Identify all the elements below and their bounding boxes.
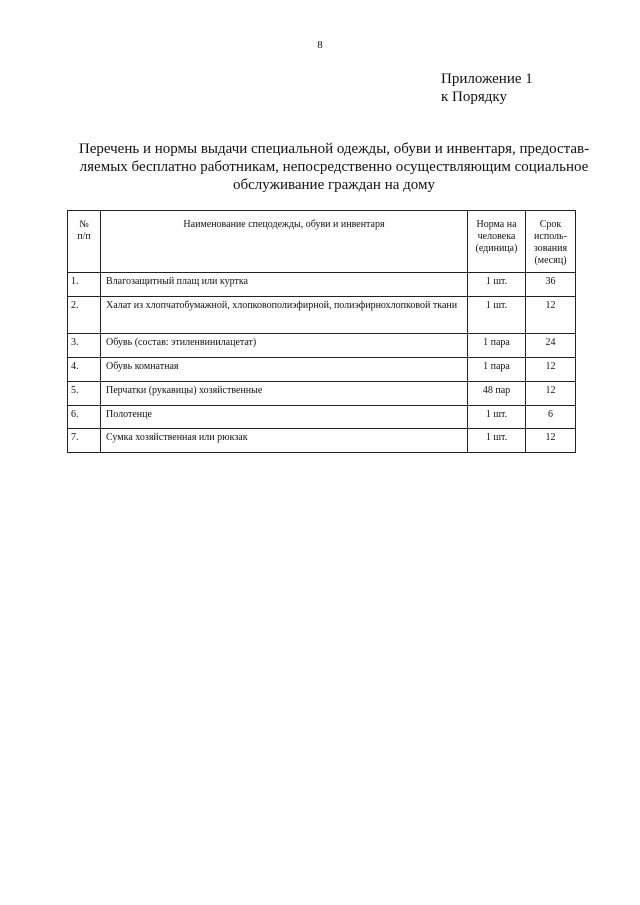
row-name: Полотенце xyxy=(101,406,468,429)
row-name: Влагозащитный плащ или куртка xyxy=(101,273,468,297)
row-norm: 1 пара xyxy=(468,358,526,382)
row-num: 5. xyxy=(68,382,101,406)
row-term: 6 xyxy=(526,406,576,429)
appendix-block xyxy=(441,70,533,106)
header-num-line: № xyxy=(79,219,89,230)
row-num: 3. xyxy=(68,334,101,358)
header-norm xyxy=(468,211,526,273)
title-line-1: Перечень и нормы выдачи специальной одежды, обуви и инвентаря, предостав- xyxy=(78,141,590,157)
table-row xyxy=(68,382,576,406)
table-row xyxy=(68,273,576,297)
row-name: Перчатки (рукавицы) хозяйственные xyxy=(101,382,468,406)
header-term xyxy=(526,211,576,273)
header-num xyxy=(68,211,101,273)
header-term-line: исполь- xyxy=(534,231,567,242)
row-term: 12 xyxy=(526,429,576,453)
row-term: 12 xyxy=(526,358,576,382)
table-row xyxy=(68,297,576,334)
row-name: Халат из хлопчатобумажной, хлопковополиэфирной, полиэфирнохлопковой ткани xyxy=(101,297,468,334)
header-norm-line: человека xyxy=(477,231,516,242)
page-number: 8 xyxy=(317,39,323,51)
header-term-line: зования xyxy=(533,243,568,254)
row-num: 6. xyxy=(68,406,101,429)
row-term: 12 xyxy=(526,382,576,406)
title-line-2: ляемых бесплатно работникам, непосредственно осуществляющим социальное xyxy=(79,159,589,175)
header-name: Наименование спецодежды, обуви и инвентаря xyxy=(101,211,468,273)
header-num-line: п/п xyxy=(77,231,91,242)
appendix-line-1: Приложение 1 xyxy=(441,71,533,87)
header-term-line: (месяц) xyxy=(534,255,567,266)
table-row xyxy=(68,358,576,382)
header-term-line: Срок xyxy=(539,219,562,230)
row-term: 24 xyxy=(526,334,576,358)
document-title xyxy=(66,140,602,194)
title-line-3: обслуживание граждан на дому xyxy=(233,177,435,193)
appendix-line-2: к Порядку xyxy=(441,89,507,105)
row-norm: 1 пара xyxy=(468,334,526,358)
row-term: 36 xyxy=(526,273,576,297)
table-row xyxy=(68,429,576,453)
header-norm-line: (единица) xyxy=(475,243,518,254)
table-header-row xyxy=(68,211,576,273)
row-num: 4. xyxy=(68,358,101,382)
row-norm: 1 шт. xyxy=(468,273,526,297)
row-num: 1. xyxy=(68,273,101,297)
row-norm: 1 шт. xyxy=(468,406,526,429)
row-norm: 1 шт. xyxy=(468,297,526,334)
row-term: 12 xyxy=(526,297,576,334)
row-name: Обувь комнатная xyxy=(101,358,468,382)
row-num: 2. xyxy=(68,297,101,334)
row-num: 7. xyxy=(68,429,101,453)
row-name: Обувь (состав: этиленвинилацетат) xyxy=(101,334,468,358)
header-norm-line: Норма на xyxy=(476,219,517,230)
norms-table xyxy=(67,210,576,453)
row-name: Сумка хозяйственная или рюкзак xyxy=(101,429,468,453)
row-norm: 48 пар xyxy=(468,382,526,406)
table-row xyxy=(68,334,576,358)
table-row xyxy=(68,406,576,429)
row-norm: 1 шт. xyxy=(468,429,526,453)
